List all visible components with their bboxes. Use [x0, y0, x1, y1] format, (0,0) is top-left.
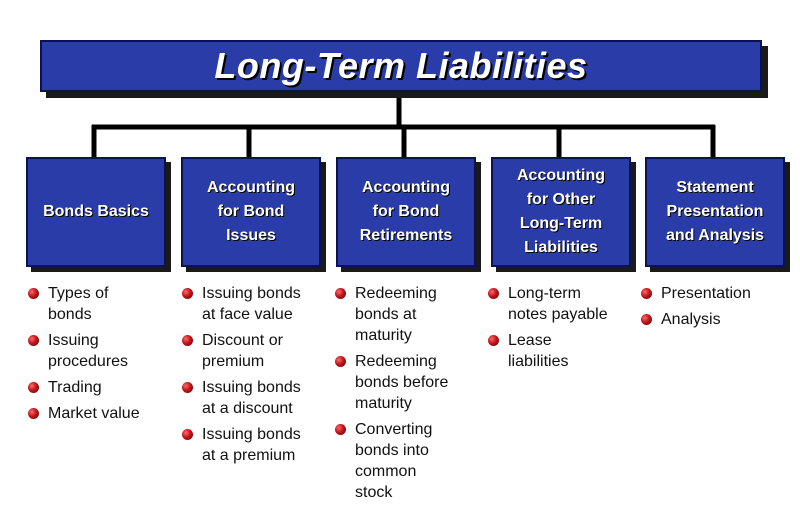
- list-item: [333, 351, 483, 414]
- list-item: [180, 377, 330, 419]
- card-bond-issues: [181, 157, 321, 267]
- card-heading: Statement Presentation and Analysis: [665, 179, 765, 244]
- list-item-text: Presentation: [661, 285, 751, 302]
- list-item: [333, 419, 483, 503]
- card-bonds-basics: [26, 157, 166, 267]
- list-item: [26, 283, 176, 325]
- title-box: [40, 40, 762, 92]
- bullet-icon: [641, 314, 652, 325]
- list-item: [639, 309, 794, 330]
- card-heading: Bonds Basics: [43, 203, 149, 220]
- list-item-text: Market value: [48, 405, 140, 422]
- list-item: [26, 403, 176, 424]
- list-item-text: Discount or premium: [202, 332, 283, 370]
- bullet-list-bond-issues: [180, 283, 330, 471]
- bullet-icon: [28, 408, 39, 419]
- bullet-list-other-liabilities: [486, 283, 636, 377]
- list-item-text: Issuing bonds at a premium: [202, 426, 301, 464]
- bullet-icon: [182, 335, 193, 346]
- card-statement-presentation: [645, 157, 785, 267]
- list-item: [486, 330, 636, 372]
- list-item-text: Analysis: [661, 311, 721, 328]
- bullet-list-bond-retirements: [333, 283, 483, 508]
- list-item-text: Issuing bonds at a discount: [202, 379, 301, 417]
- card-heading: Accounting for Bond Retirements: [359, 179, 453, 244]
- bullet-icon: [182, 429, 193, 440]
- bullet-icon: [488, 335, 499, 346]
- card-bond-retirements: [336, 157, 476, 267]
- list-item: [333, 283, 483, 346]
- list-item-text: Issuing bonds at face value: [202, 285, 301, 323]
- bullet-icon: [28, 288, 39, 299]
- list-item: [26, 330, 176, 372]
- diagram-title: Long-Term Liabilities: [214, 45, 588, 86]
- bullet-icon: [335, 356, 346, 367]
- bullet-icon: [28, 335, 39, 346]
- bullet-icon: [488, 288, 499, 299]
- list-item-text: Trading: [48, 379, 102, 396]
- list-item-text: Issuing procedures: [48, 332, 129, 370]
- bullet-icon: [335, 288, 346, 299]
- list-item-text: Types of bonds: [48, 285, 109, 323]
- list-item-text: Redeeming bonds before maturity: [355, 353, 449, 412]
- list-item-text: Lease liabilities: [508, 332, 569, 370]
- bullet-icon: [335, 424, 346, 435]
- bullet-icon: [641, 288, 652, 299]
- list-item-text: Long-term notes payable: [508, 285, 608, 323]
- list-item-text: Redeeming bonds at maturity: [355, 285, 437, 344]
- card-other-liabilities: [491, 157, 631, 267]
- list-item: [180, 283, 330, 325]
- list-item: [639, 283, 794, 304]
- card-heading: Accounting for Bond Issues: [207, 179, 295, 244]
- bullet-list-statement-presentation: [639, 283, 794, 335]
- bullet-list-bonds-basics: [26, 283, 176, 429]
- bullet-icon: [182, 288, 193, 299]
- list-item: [180, 424, 330, 466]
- bullet-icon: [28, 382, 39, 393]
- list-item: [26, 377, 176, 398]
- list-item: [486, 283, 636, 325]
- card-heading: Accounting for Other Long-Term Liabilities: [517, 167, 605, 256]
- list-item-text: Converting bonds into common stock: [355, 421, 433, 501]
- bullet-icon: [182, 382, 193, 393]
- list-item: [180, 330, 330, 372]
